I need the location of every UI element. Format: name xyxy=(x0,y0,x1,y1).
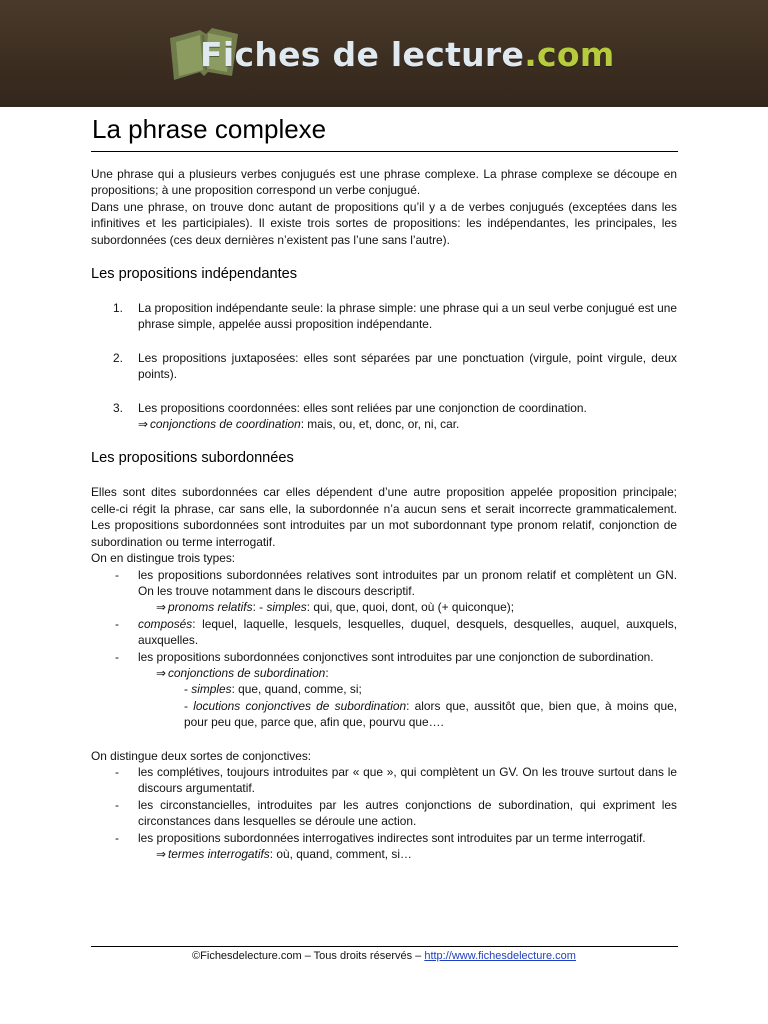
relatifs-label: pronoms relatifs xyxy=(167,600,253,615)
relatifs-examples xyxy=(91,599,677,615)
section-heading-subordonnees: Les propositions subordonnées xyxy=(91,450,294,467)
intro-paragraph-1: Une phrase qui a plusieurs verbes conjugués est une phrase complexe. La phrase complexe se découpe en propositions; à une proposition correspond un verbe conjugué. xyxy=(91,167,677,198)
subordination-label: conjonctions de subordination xyxy=(167,665,326,680)
arrow-icon: ⇒ xyxy=(156,600,166,615)
copyright-text: ©Fichesdelecture.com – Tous droits réservés – xyxy=(192,950,425,962)
composes-label: composés xyxy=(138,616,193,631)
list-item-text: La proposition indépendante seule: la phrase simple: une phrase qui a un seul verbe conjugué est une phrase simple, appelée aussi proposition indépendante. xyxy=(138,301,677,332)
conjonctives-text: les propositions subordonnées conjonctives sont introduites par une conjonction de subordination. xyxy=(138,649,654,664)
list-number: 2. xyxy=(113,350,123,365)
relatifs-simples-values: : qui, que, quoi, dont, où (+ quiconque); xyxy=(306,600,514,615)
site-banner xyxy=(0,0,768,107)
page-title: La phrase complexe xyxy=(92,114,327,144)
interrogatifs-examples xyxy=(91,846,677,862)
list-item xyxy=(91,616,677,649)
dash-bullet: - xyxy=(115,830,119,845)
subordination-examples xyxy=(91,665,677,681)
subordination-simples-dash: - xyxy=(184,682,192,697)
page-footer xyxy=(0,950,768,962)
dash-bullet: - xyxy=(115,797,119,812)
arrow-icon: ⇒ xyxy=(156,847,166,861)
list-item-text: Les propositions coordonnées: elles sont reliées par une conjonction de coordination. xyxy=(138,400,587,415)
dash-bullet: - xyxy=(115,567,119,582)
list-number: 1. xyxy=(113,301,123,316)
coordination-examples xyxy=(91,416,677,432)
interrogatifs-values: : où, quand, comment, si… xyxy=(269,847,412,861)
subordination-simples xyxy=(91,681,677,697)
locutions-conjonctives xyxy=(91,698,677,731)
coordination-values: : mais, ou, et, donc, or, ni, car. xyxy=(300,417,460,432)
title-divider xyxy=(91,151,678,152)
document-body xyxy=(91,166,677,862)
logo-text xyxy=(200,35,615,74)
completives-text: les complétives, toujours introduites par « que », qui complètent un GV. On les trouve surtout dans le discours argumentatif. xyxy=(138,764,677,796)
site-logo[interactable] xyxy=(166,22,615,86)
locutions-label: locutions conjonctives de subordination xyxy=(193,698,407,713)
coordination-label: conjonctions de coordination xyxy=(149,417,301,432)
composes-values: : lequel, laquelle, lesquels, lesquelles, duquel, desquels, desquelles, auquel, auxquels, auxquelles. xyxy=(138,616,677,648)
locutions-dash: - xyxy=(184,698,194,713)
section-heading-independantes: Les propositions indépendantes xyxy=(91,266,298,283)
dash-bullet: - xyxy=(115,649,119,664)
logo-tld-text: .com xyxy=(524,34,615,74)
subordonnees-paragraph: Elles sont dites subordonnées car elles dépendent d’une autre proposition appelée proposition principale; celle-ci régit la phrase, car sans elle, la subordonnée n’a aucun sens et serait incorrecte grammaticalement. Les propositions subordonnées sont introduites par un mot subordonnant type pronom relatif, conjonction de subordination ou terme interrogatif. xyxy=(91,485,677,549)
list-number: 3. xyxy=(113,400,123,415)
list-item xyxy=(91,797,677,830)
subordination-colon: : xyxy=(325,665,329,680)
deux-sortes-intro: On distingue deux sortes de conjonctives: xyxy=(91,748,312,763)
intro-paragraph-2: Dans une phrase, on trouve donc autant de propositions qu’il y a de verbes conjugués (exceptées dans les infinitives et les participiales). Il existe trois sortes de propositions: les indépendantes, les principales, les subordonnées (ces deux dernières n’existent pas l’une sans l’autre). xyxy=(91,199,677,247)
relatifs-colon: : - xyxy=(252,600,267,615)
circonstancielles-text: les circonstancielles, introduites par les autres conjonctions de subordination, qui expriment les circonstances dans lesquelles se déroule une action. xyxy=(138,797,677,829)
simples-label: simples xyxy=(266,600,307,615)
dash-bullet: - xyxy=(115,616,119,631)
list-item xyxy=(91,400,677,416)
list-item xyxy=(91,567,677,600)
locutions-values: : alors que, aussitôt que, bien que, à moins que, pour peu que, parce que, afin que, pourvu que…. xyxy=(184,698,678,730)
subordination-simples-label: simples xyxy=(191,682,232,697)
list-item-text: Les propositions juxtaposées: elles sont séparées par une ponctuation (virgule, point virgule, deux points). xyxy=(138,350,677,382)
list-item xyxy=(91,649,677,665)
logo-main-text: Fiches de lecture xyxy=(200,34,525,74)
dash-bullet: - xyxy=(115,764,119,779)
list-item xyxy=(91,830,677,846)
relatives-text: les propositions subordonnées relatives sont introduites par un pronom relatif et complètent un GN. On les trouve notamment dans le discours descriptif. xyxy=(138,567,677,598)
website-link[interactable]: http://www.fichesdelecture.com xyxy=(424,950,576,962)
interrogatifs-label: termes interrogatifs xyxy=(167,847,270,861)
list-item xyxy=(91,300,677,333)
arrow-icon: ⇒ xyxy=(138,417,148,432)
three-types-intro: On en distingue trois types: xyxy=(91,551,236,566)
interrogatives-text: les propositions subordonnées interrogatives indirectes sont introduites par un terme interrogatif. xyxy=(138,830,646,845)
list-item xyxy=(91,764,677,797)
footer-divider xyxy=(91,946,678,947)
arrow-icon: ⇒ xyxy=(156,665,166,680)
subordination-simples-values: : que, quand, comme, si; xyxy=(231,682,362,697)
list-item xyxy=(91,350,677,383)
